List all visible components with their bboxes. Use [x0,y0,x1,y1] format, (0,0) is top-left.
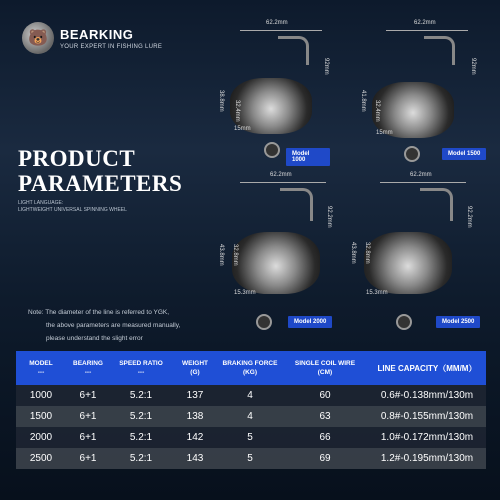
cell-model: 2000 [29,432,53,443]
table-row [16,385,486,406]
width-dim: 62.2mm [266,20,288,26]
subhead-line-2: LIGHTWEIGHT UNIVERSAL SPINNING WHEEL [18,207,127,213]
title-line-1: PRODUCT [18,146,136,171]
cell-speed-ratio: 5.2:1 [129,453,153,464]
header-single-coil: SINGLE COIL WIRE (CM) [294,360,356,376]
brand-name: BEARKING [60,26,134,42]
table-row [16,448,486,469]
cell-model: 2500 [29,453,53,464]
cell-single-coil: 63 [319,411,331,422]
handle-knob [396,314,412,330]
cell-line-capacity: 0.6#-0.138mm/130m [380,390,474,401]
width-dim: 62.2mm [270,172,292,178]
height-dim: 92mm [470,58,476,75]
height-dim: 92.2mm [466,206,472,228]
reel-image [232,232,320,294]
header-line-capacity: LINE CAPACITY（MM/M） [377,363,477,373]
cell-model: 1000 [29,390,53,401]
cell-weight: 142 [186,432,204,443]
spool-dim: 43.8mm [350,242,356,264]
title-line-2: PARAMETERS [18,171,183,196]
width-dim: 62.2mm [414,20,436,26]
spool-dim: 41.8mm [360,90,366,112]
header-weight: WEIGHT (G) [182,360,208,376]
thickness-dim: 15mm [376,130,393,136]
spool-dim: 38.8mm [218,90,224,112]
subheading [18,200,127,214]
reel-image [364,232,452,294]
diameter-dim: 32.4mm [374,100,380,122]
handle-knob [404,146,420,162]
cell-weight: 138 [186,411,204,422]
spool-dim: 43.8mm [218,244,224,266]
handle-knob [264,142,280,158]
reel-2500 [350,172,490,332]
cell-speed-ratio: 5.2:1 [129,432,153,443]
cell-single-coil: 66 [319,432,331,443]
cell-speed-ratio: 5.2:1 [129,390,153,401]
cell-bearing: 6+1 [79,453,97,464]
table-header [16,351,486,385]
reel-1000 [210,20,330,170]
bear-logo-icon: 🐻 [22,22,54,54]
page-title [18,146,182,196]
table-row [16,406,486,427]
cell-bearing: 6+1 [79,432,97,443]
height-dim: 92mm [323,58,329,75]
cell-speed-ratio: 5.2:1 [129,411,153,422]
thickness-dim: 15.3mm [366,290,388,296]
cell-braking-force: 5 [247,432,253,443]
subhead-line-1: LIGHT LANGUAGE: [18,200,64,206]
header-braking-force: BRAKING FORCE (KG) [222,360,278,376]
note-line-2: the above parameters are measured manually, [46,322,181,329]
cell-weight: 137 [186,390,204,401]
height-dim: 92.2mm [326,206,332,228]
header-bearing: BEARING --- [73,360,103,376]
diameter-dim: 32.8mm [364,242,370,264]
reel-1500 [358,20,488,170]
table-body [16,385,486,469]
cell-line-capacity: 1.0#-0.172mm/130m [380,432,474,443]
note-line-1: Note: The diameter of the line is referred to YGK, [28,309,170,316]
handle-knob [256,314,272,330]
note-line-3: please understand the slight error [46,335,143,342]
parameters-table [16,351,486,469]
cell-braking-force: 5 [247,453,253,464]
cell-bearing: 6+1 [79,390,97,401]
cell-weight: 143 [186,453,204,464]
width-dim: 62.2mm [410,172,432,178]
cell-single-coil: 60 [319,390,331,401]
header-model: MODEL --- [29,360,53,376]
thickness-dim: 15mm [234,126,251,132]
cell-braking-force: 4 [247,390,253,401]
cell-braking-force: 4 [247,411,253,422]
measurement-note [28,306,180,345]
diameter-dim: 32.8mm [232,244,238,266]
model-badge: Model 1000 [286,148,330,166]
thickness-dim: 15.3mm [234,290,256,296]
cell-bearing: 6+1 [79,411,97,422]
cell-model: 1500 [29,411,53,422]
brand-logo-block [22,22,162,54]
model-badge: Model 2000 [288,316,332,328]
cell-line-capacity: 0.8#-0.155mm/130m [380,411,474,422]
table-row [16,427,486,448]
brand-tagline: YOUR EXPERT IN FISHING LURE [60,43,163,50]
model-badge: Model 2500 [436,316,480,328]
cell-single-coil: 69 [319,453,331,464]
diameter-dim: 32.4mm [234,100,240,122]
model-badge: Model 1500 [442,148,486,160]
header-speed-ratio: SPEED RATIO --- [119,360,163,376]
reel-2000 [212,172,342,332]
cell-line-capacity: 1.2#-0.195mm/130m [380,453,474,464]
